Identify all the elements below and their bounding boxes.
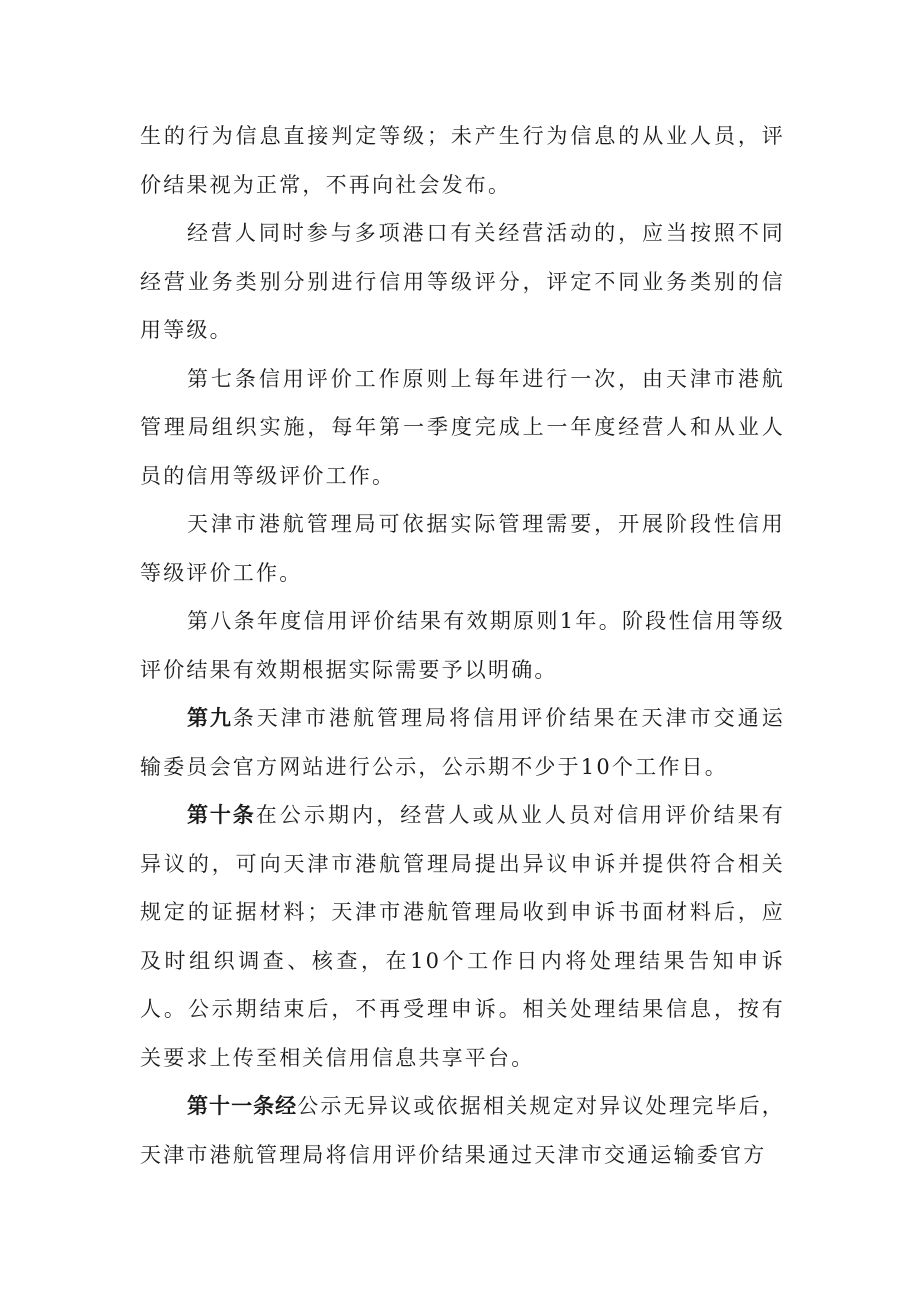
- paragraph-text: 条天津市港航管理局将信用评价结果在天津市交通运输委员会官方网站进行公示，公示期不少于10个工作日。: [140, 706, 785, 779]
- paragraph-article-8: [140, 597, 785, 694]
- document-body: [140, 112, 785, 1179]
- paragraph-article-11: [140, 1082, 785, 1179]
- paragraph-continuation: [140, 112, 785, 209]
- paragraph-text: 第八条年度信用评价结果有效期原则1年。阶段性信用等级评价结果有效期根据实际需要予以明确。: [140, 609, 785, 682]
- paragraph-text: 第七条信用评价工作原则上每年进行一次，由天津市港航管理局组织实施，每年第一季度完成上一年度经营人和从业人员的信用等级评价工作。: [140, 366, 785, 488]
- paragraph-text: 生的行为信息直接判定等级；未产生行为信息的从业人员，评价结果视为正常，不再向社会发布。: [140, 124, 785, 197]
- article-heading: 第九: [187, 706, 233, 730]
- paragraph-text: 公示无异议或依据相关规定对异议处理完毕后，天津市港航管理局将信用评价结果通过天津市交通运输委官方: [140, 1094, 786, 1167]
- paragraph-multi-business: [140, 209, 785, 355]
- paragraph-text: 天津市港航管理局可依据实际管理需要，开展阶段性信用等级评价工作。: [140, 512, 785, 585]
- paragraph-text: 在公示期内，经营人或从业人员对信用评价结果有异议的，可向天津市港航管理局提出异议申诉并提供符合相关规定的证据材料；天津市港航管理局收到申诉书面材料后，应及时组织调查、核查，在10个工作日内将处理结果告知申诉人。公示期结束后，不再受理申诉。相关处理结果信息，按有关要求上传至相关信用信息共享平台。: [140, 803, 785, 1070]
- article-heading: 第十条: [187, 803, 256, 827]
- paragraph-staged-evaluation: [140, 500, 785, 597]
- paragraph-text: 经营人同时参与多项港口有关经营活动的，应当按照不同经营业务类别分别进行信用等级评分，评定不同业务类别的信用等级。: [140, 221, 785, 342]
- paragraph-article-9: [140, 694, 785, 791]
- paragraph-article-7: [140, 355, 785, 501]
- paragraph-article-10: [140, 791, 785, 1082]
- article-heading: 第十一条经: [187, 1094, 298, 1118]
